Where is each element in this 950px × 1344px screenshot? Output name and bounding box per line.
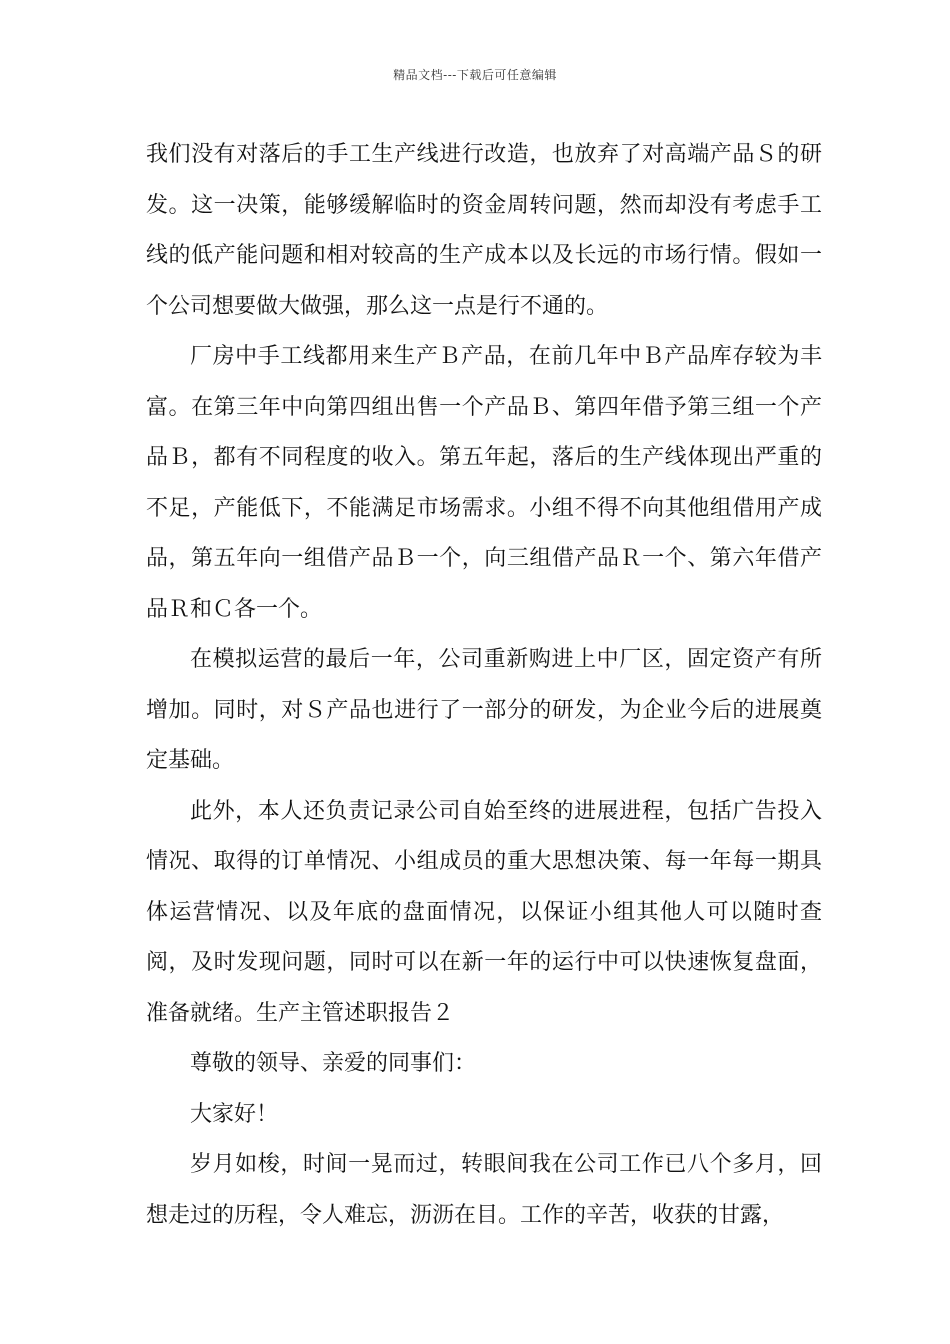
paragraph-4: 此外，本人还负责记录公司自始至终的进展进程，包括广告投入情况、取得的订单情况、小组成员的重大思想决策、每一年每一期具体运营情况、以及年底的盘面情况，以保证小组其他人可以随时查阅，及时发现问题，同时可以在新一年的运行中可以快速恢复盘面，准备就绪。生产主管述职报告２: [146, 798, 822, 1026]
paragraph-1: 我们没有对落后的手工生产线进行改造，也放弃了对高端产品Ｓ的研发。这一决策，能够缓解临时的资金周转问题，然而却没有考虑手工线的低产能问题和相对较高的生产成本以及长远的市场行情。假如一个公司想要做大做强，那么这一点是行不通的。: [146, 142, 822, 319]
document-body: [146, 130, 822, 1241]
page-header: 精品文档---下载后可任意编辑: [393, 68, 557, 82]
salutation: 尊敬的领导、亲爱的同事们：: [190, 1051, 477, 1076]
paragraph-5: 岁月如梭，时间一晃而过，转眼间我在公司工作已八个多月，回想走过的历程，令人难忘，沥沥在目。工作的辛苦，收获的甘露，: [146, 1152, 822, 1228]
greeting: 大家好！: [190, 1101, 279, 1127]
paragraph-3: 在模拟运营的最后一年，公司重新购进上中厂区，固定资产有所增加。同时，对Ｓ产品也进行了一部分的研发，为企业今后的进展奠定基础。: [146, 647, 822, 773]
paragraph-2: 厂房中手工线都用来生产Ｂ产品，在前几年中Ｂ产品库存较为丰富。在第三年中向第四组出售一个产品Ｂ、第四年借予第三组一个产品Ｂ，都有不同程度的收入。第五年起，落后的生产线体现出严重的不足，产能低下，不能满足市场需求。小组不得不向其他组借用产成品，第五年向一组借产品Ｂ一个，向三组借产品Ｒ一个、第六年借产品Ｒ和Ｃ各一个。: [146, 344, 822, 622]
